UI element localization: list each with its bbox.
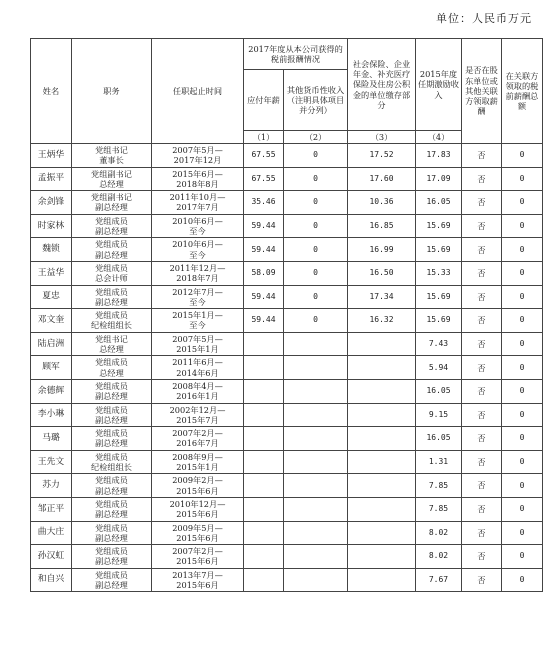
term-start: 2008年4月— bbox=[172, 380, 223, 391]
cell-social-insurance bbox=[348, 497, 416, 521]
position-line-1: 党组成员 bbox=[95, 215, 128, 226]
cell-incentive: 1.31 bbox=[416, 450, 462, 474]
cell-salary bbox=[244, 427, 284, 451]
table-row bbox=[31, 191, 543, 215]
cell-social-insurance: 16.50 bbox=[348, 261, 416, 285]
table-row bbox=[31, 379, 543, 403]
cell-related-total: 0 bbox=[502, 144, 543, 168]
cell-salary: 59.44 bbox=[244, 309, 284, 333]
cell-social-insurance: 17.60 bbox=[348, 167, 416, 191]
table-row bbox=[31, 214, 543, 238]
position-line-1: 党组成员 bbox=[95, 498, 128, 509]
position-line-2: 副总经理 bbox=[95, 249, 128, 260]
term-end: 至今 bbox=[189, 320, 206, 331]
term-start: 2011年6月— bbox=[172, 357, 223, 368]
cell-term bbox=[152, 474, 244, 498]
header-col-4: （4） bbox=[416, 131, 462, 144]
cell-name: 邹正平 bbox=[31, 497, 72, 521]
cell-social-insurance: 10.36 bbox=[348, 191, 416, 215]
cell-name: 李小琳 bbox=[31, 403, 72, 427]
cell-term bbox=[152, 167, 244, 191]
table-row bbox=[31, 261, 543, 285]
cell-position bbox=[72, 332, 152, 356]
cell-name: 马璐 bbox=[31, 427, 72, 451]
position-line-2: 总经理 bbox=[99, 178, 124, 189]
header-col-1: （1） bbox=[244, 131, 284, 144]
header-related-total: 在关联方领取的税前薪酬总额 bbox=[502, 39, 543, 144]
cell-related-total: 0 bbox=[502, 474, 543, 498]
cell-incentive: 7.85 bbox=[416, 474, 462, 498]
cell-position bbox=[72, 403, 152, 427]
cell-incentive: 15.33 bbox=[416, 261, 462, 285]
cell-term bbox=[152, 214, 244, 238]
cell-shareholder-pay: 否 bbox=[462, 214, 502, 238]
cell-other-income: 0 bbox=[284, 238, 348, 262]
position-line-1: 党组成员 bbox=[95, 357, 128, 368]
term-end: 2015年6月 bbox=[176, 556, 219, 567]
cell-position bbox=[72, 568, 152, 592]
cell-name: 孟振平 bbox=[31, 167, 72, 191]
cell-shareholder-pay: 否 bbox=[462, 309, 502, 333]
cell-other-income bbox=[284, 356, 348, 380]
cell-term bbox=[152, 497, 244, 521]
term-end: 2014年6月 bbox=[176, 367, 219, 378]
term-start: 2011年10月— bbox=[169, 192, 226, 203]
cell-salary bbox=[244, 545, 284, 569]
term-start: 2009年2月— bbox=[172, 475, 223, 486]
position-line-2: 总经理 bbox=[99, 344, 124, 355]
header-pre-tax-group: 2017年度从本公司获得的税前报酬情况 bbox=[244, 39, 348, 70]
unit-label: 单位：人民币万元 bbox=[436, 12, 532, 25]
cell-position bbox=[72, 356, 152, 380]
term-end: 2018年7月 bbox=[176, 273, 219, 284]
table-header bbox=[31, 39, 543, 144]
cell-term bbox=[152, 285, 244, 309]
cell-related-total: 0 bbox=[502, 403, 543, 427]
cell-related-total: 0 bbox=[502, 214, 543, 238]
cell-position bbox=[72, 474, 152, 498]
cell-name: 曲大庄 bbox=[31, 521, 72, 545]
term-start: 2011年12月— bbox=[169, 263, 226, 274]
cell-other-income: 0 bbox=[284, 214, 348, 238]
cell-salary bbox=[244, 521, 284, 545]
table-row bbox=[31, 474, 543, 498]
position-line-2: 副总经理 bbox=[95, 532, 128, 543]
cell-social-insurance: 16.85 bbox=[348, 214, 416, 238]
term-end: 2015年7月 bbox=[176, 414, 219, 425]
cell-incentive: 15.69 bbox=[416, 238, 462, 262]
cell-name: 和自兴 bbox=[31, 568, 72, 592]
cell-salary: 67.55 bbox=[244, 144, 284, 168]
term-start: 2007年5月— bbox=[172, 145, 223, 156]
cell-related-total: 0 bbox=[502, 356, 543, 380]
position-line-2: 副总经理 bbox=[95, 202, 128, 213]
cell-position bbox=[72, 497, 152, 521]
position-line-1: 党组成员 bbox=[95, 239, 128, 250]
cell-term bbox=[152, 450, 244, 474]
position-line-1: 党组成员 bbox=[95, 475, 128, 486]
cell-name: 王先文 bbox=[31, 450, 72, 474]
cell-term bbox=[152, 144, 244, 168]
cell-position bbox=[72, 167, 152, 191]
cell-social-insurance: 17.34 bbox=[348, 285, 416, 309]
position-line-1: 党组成员 bbox=[95, 428, 128, 439]
cell-related-total: 0 bbox=[502, 261, 543, 285]
cell-other-income: 0 bbox=[284, 191, 348, 215]
term-end: 2017年7月 bbox=[176, 202, 219, 213]
cell-shareholder-pay: 否 bbox=[462, 521, 502, 545]
term-start: 2008年9月— bbox=[172, 451, 223, 462]
cell-salary bbox=[244, 568, 284, 592]
cell-shareholder-pay: 否 bbox=[462, 144, 502, 168]
term-start: 2012年7月— bbox=[172, 286, 223, 297]
header-position: 职务 bbox=[72, 39, 152, 144]
cell-term bbox=[152, 191, 244, 215]
cell-related-total: 0 bbox=[502, 521, 543, 545]
cell-other-income bbox=[284, 545, 348, 569]
cell-salary bbox=[244, 497, 284, 521]
position-line-1: 党组成员 bbox=[95, 310, 128, 321]
cell-social-insurance bbox=[348, 474, 416, 498]
table-row bbox=[31, 356, 543, 380]
cell-incentive: 15.69 bbox=[416, 309, 462, 333]
cell-incentive: 16.05 bbox=[416, 427, 462, 451]
cell-term bbox=[152, 309, 244, 333]
header-name: 姓名 bbox=[31, 39, 72, 144]
cell-name: 孙汉虹 bbox=[31, 545, 72, 569]
term-end: 2015年6月 bbox=[176, 485, 219, 496]
cell-incentive: 5.94 bbox=[416, 356, 462, 380]
cell-position bbox=[72, 427, 152, 451]
cell-shareholder-pay: 否 bbox=[462, 238, 502, 262]
cell-other-income bbox=[284, 379, 348, 403]
position-line-1: 党组成员 bbox=[95, 380, 128, 391]
cell-shareholder-pay: 否 bbox=[462, 450, 502, 474]
term-start: 2007年2月— bbox=[172, 546, 223, 557]
cell-name: 王益华 bbox=[31, 261, 72, 285]
cell-shareholder-pay: 否 bbox=[462, 545, 502, 569]
cell-salary bbox=[244, 474, 284, 498]
term-end: 2015年6月 bbox=[176, 579, 219, 590]
table-row bbox=[31, 144, 543, 168]
cell-incentive: 16.05 bbox=[416, 191, 462, 215]
cell-shareholder-pay: 否 bbox=[462, 379, 502, 403]
cell-term bbox=[152, 568, 244, 592]
position-line-1: 党组副书记 bbox=[91, 168, 132, 179]
cell-salary: 59.44 bbox=[244, 238, 284, 262]
cell-related-total: 0 bbox=[502, 568, 543, 592]
cell-social-insurance bbox=[348, 379, 416, 403]
cell-social-insurance: 16.99 bbox=[348, 238, 416, 262]
position-line-2: 总经理 bbox=[99, 367, 124, 378]
term-end: 2015年1月 bbox=[176, 344, 219, 355]
header-salary: 应付年薪 bbox=[244, 70, 284, 131]
cell-related-total: 0 bbox=[502, 332, 543, 356]
position-line-1: 党组成员 bbox=[95, 451, 128, 462]
header-term: 任职起止时间 bbox=[152, 39, 244, 144]
position-line-2: 副总经理 bbox=[95, 556, 128, 567]
table-row bbox=[31, 285, 543, 309]
term-end: 2018年8月 bbox=[176, 178, 219, 189]
position-line-1: 党组副书记 bbox=[91, 192, 132, 203]
cell-shareholder-pay: 否 bbox=[462, 167, 502, 191]
term-end: 2017年12月 bbox=[173, 155, 222, 166]
cell-related-total: 0 bbox=[502, 167, 543, 191]
cell-shareholder-pay: 否 bbox=[462, 261, 502, 285]
cell-name: 陆启洲 bbox=[31, 332, 72, 356]
term-start: 2010年6月— bbox=[172, 215, 223, 226]
cell-other-income bbox=[284, 450, 348, 474]
cell-related-total: 0 bbox=[502, 309, 543, 333]
cell-position bbox=[72, 261, 152, 285]
table-row bbox=[31, 167, 543, 191]
term-end: 至今 bbox=[189, 249, 206, 260]
term-end: 2016年1月 bbox=[176, 391, 219, 402]
cell-name: 顾军 bbox=[31, 356, 72, 380]
cell-social-insurance: 16.32 bbox=[348, 309, 416, 333]
term-end: 2015年6月 bbox=[176, 509, 219, 520]
cell-related-total: 0 bbox=[502, 450, 543, 474]
cell-shareholder-pay: 否 bbox=[462, 474, 502, 498]
cell-other-income bbox=[284, 332, 348, 356]
cell-salary bbox=[244, 379, 284, 403]
table-row bbox=[31, 238, 543, 262]
cell-other-income: 0 bbox=[284, 144, 348, 168]
header-col-3: （3） bbox=[348, 131, 416, 144]
position-line-1: 党组成员 bbox=[95, 569, 128, 580]
cell-term bbox=[152, 379, 244, 403]
cell-social-insurance: 17.52 bbox=[348, 144, 416, 168]
cell-term bbox=[152, 261, 244, 285]
cell-salary: 59.44 bbox=[244, 285, 284, 309]
cell-shareholder-pay: 否 bbox=[462, 497, 502, 521]
term-start: 2009年5月— bbox=[172, 522, 223, 533]
cell-position bbox=[72, 238, 152, 262]
cell-incentive: 7.43 bbox=[416, 332, 462, 356]
cell-position bbox=[72, 379, 152, 403]
cell-social-insurance bbox=[348, 450, 416, 474]
cell-salary bbox=[244, 356, 284, 380]
cell-shareholder-pay: 否 bbox=[462, 403, 502, 427]
table-row bbox=[31, 521, 543, 545]
cell-incentive: 9.15 bbox=[416, 403, 462, 427]
cell-name: 余德辉 bbox=[31, 379, 72, 403]
table-row bbox=[31, 545, 543, 569]
cell-other-income: 0 bbox=[284, 309, 348, 333]
term-end: 2016年7月 bbox=[176, 438, 219, 449]
cell-related-total: 0 bbox=[502, 238, 543, 262]
position-line-2: 副总经理 bbox=[95, 391, 128, 402]
cell-term bbox=[152, 427, 244, 451]
cell-other-income bbox=[284, 568, 348, 592]
cell-salary bbox=[244, 403, 284, 427]
cell-position bbox=[72, 191, 152, 215]
term-end: 至今 bbox=[189, 226, 206, 237]
compensation-table bbox=[30, 38, 543, 592]
cell-incentive: 15.69 bbox=[416, 214, 462, 238]
cell-name: 苏力 bbox=[31, 474, 72, 498]
cell-related-total: 0 bbox=[502, 427, 543, 451]
header-col-2: （2） bbox=[284, 131, 348, 144]
cell-shareholder-pay: 否 bbox=[462, 285, 502, 309]
cell-incentive: 7.85 bbox=[416, 497, 462, 521]
position-line-2: 副总经理 bbox=[95, 509, 128, 520]
header-incentive-2015: 2015年度任期激励收入 bbox=[416, 39, 462, 131]
term-start: 2010年12月— bbox=[169, 498, 226, 509]
table-row bbox=[31, 403, 543, 427]
position-line-2: 副总经理 bbox=[95, 485, 128, 496]
cell-social-insurance bbox=[348, 545, 416, 569]
term-end: 2015年6月 bbox=[176, 532, 219, 543]
cell-term bbox=[152, 521, 244, 545]
cell-salary: 35.46 bbox=[244, 191, 284, 215]
table-body bbox=[31, 144, 543, 592]
position-line-2: 纪检组组长 bbox=[91, 462, 132, 473]
cell-social-insurance bbox=[348, 568, 416, 592]
cell-other-income bbox=[284, 474, 348, 498]
position-line-1: 党组成员 bbox=[95, 404, 128, 415]
cell-salary bbox=[244, 450, 284, 474]
cell-incentive: 8.02 bbox=[416, 521, 462, 545]
cell-shareholder-pay: 否 bbox=[462, 568, 502, 592]
position-line-2: 董事长 bbox=[99, 155, 124, 166]
position-line-2: 副总经理 bbox=[95, 579, 128, 590]
cell-incentive: 15.69 bbox=[416, 285, 462, 309]
cell-social-insurance bbox=[348, 521, 416, 545]
cell-position bbox=[72, 214, 152, 238]
cell-name: 魏锁 bbox=[31, 238, 72, 262]
position-line-2: 副总经理 bbox=[95, 438, 128, 449]
cell-related-total: 0 bbox=[502, 285, 543, 309]
cell-related-total: 0 bbox=[502, 497, 543, 521]
cell-name: 王炳华 bbox=[31, 144, 72, 168]
position-line-1: 党组书记 bbox=[95, 145, 128, 156]
table-row bbox=[31, 309, 543, 333]
term-start: 2007年2月— bbox=[172, 428, 223, 439]
cell-name: 夏忠 bbox=[31, 285, 72, 309]
cell-incentive: 17.09 bbox=[416, 167, 462, 191]
cell-social-insurance bbox=[348, 427, 416, 451]
cell-other-income bbox=[284, 497, 348, 521]
cell-position bbox=[72, 285, 152, 309]
cell-other-income: 0 bbox=[284, 261, 348, 285]
table-row bbox=[31, 568, 543, 592]
cell-position bbox=[72, 521, 152, 545]
cell-term bbox=[152, 356, 244, 380]
position-line-1: 党组成员 bbox=[95, 263, 128, 274]
cell-social-insurance bbox=[348, 356, 416, 380]
position-line-2: 总会计师 bbox=[95, 273, 128, 284]
cell-term bbox=[152, 403, 244, 427]
cell-salary bbox=[244, 332, 284, 356]
cell-name: 邓文奎 bbox=[31, 309, 72, 333]
table-row bbox=[31, 450, 543, 474]
cell-social-insurance bbox=[348, 332, 416, 356]
table-row bbox=[31, 332, 543, 356]
cell-incentive: 17.83 bbox=[416, 144, 462, 168]
position-line-1: 党组书记 bbox=[95, 333, 128, 344]
cell-other-income: 0 bbox=[284, 285, 348, 309]
cell-related-total: 0 bbox=[502, 379, 543, 403]
table-row bbox=[31, 497, 543, 521]
cell-shareholder-pay: 否 bbox=[462, 356, 502, 380]
cell-other-income: 0 bbox=[284, 167, 348, 191]
header-social-insurance: 社会保险、企业年金、补充医疗保险及住房公积金的单位缴存部分 bbox=[348, 39, 416, 131]
cell-shareholder-pay: 否 bbox=[462, 191, 502, 215]
term-start: 2010年6月— bbox=[172, 239, 223, 250]
cell-other-income bbox=[284, 521, 348, 545]
position-line-1: 党组成员 bbox=[95, 522, 128, 533]
cell-salary: 58.09 bbox=[244, 261, 284, 285]
cell-term bbox=[152, 238, 244, 262]
position-line-2: 副总经理 bbox=[95, 226, 128, 237]
cell-other-income bbox=[284, 403, 348, 427]
cell-position bbox=[72, 450, 152, 474]
term-start: 2002年12月— bbox=[169, 404, 226, 415]
term-start: 2015年6月— bbox=[172, 168, 223, 179]
cell-incentive: 8.02 bbox=[416, 545, 462, 569]
cell-term bbox=[152, 545, 244, 569]
cell-incentive: 7.67 bbox=[416, 568, 462, 592]
position-line-2: 纪检组组长 bbox=[91, 320, 132, 331]
term-end: 至今 bbox=[189, 296, 206, 307]
cell-shareholder-pay: 否 bbox=[462, 332, 502, 356]
cell-term bbox=[152, 332, 244, 356]
term-start: 2015年1月— bbox=[172, 310, 223, 321]
cell-position bbox=[72, 144, 152, 168]
cell-salary: 67.55 bbox=[244, 167, 284, 191]
cell-salary: 59.44 bbox=[244, 214, 284, 238]
position-line-2: 副总经理 bbox=[95, 414, 128, 425]
term-start: 2013年7月— bbox=[172, 569, 223, 580]
position-line-1: 党组成员 bbox=[95, 286, 128, 297]
cell-related-total: 0 bbox=[502, 545, 543, 569]
position-line-1: 党组成员 bbox=[95, 546, 128, 557]
header-shareholder-pay: 是否在股东单位或其他关联方领取薪酬 bbox=[462, 39, 502, 144]
header-other-income: 其他货币性收入（注明具体项目并分列） bbox=[284, 70, 348, 131]
cell-position bbox=[72, 309, 152, 333]
cell-name: 时家林 bbox=[31, 214, 72, 238]
term-start: 2007年5月— bbox=[172, 333, 223, 344]
cell-shareholder-pay: 否 bbox=[462, 427, 502, 451]
cell-related-total: 0 bbox=[502, 191, 543, 215]
term-end: 2015年1月 bbox=[176, 462, 219, 473]
cell-position bbox=[72, 545, 152, 569]
cell-social-insurance bbox=[348, 403, 416, 427]
cell-incentive: 16.05 bbox=[416, 379, 462, 403]
cell-other-income bbox=[284, 427, 348, 451]
position-line-2: 副总经理 bbox=[95, 296, 128, 307]
table-row bbox=[31, 427, 543, 451]
cell-name: 余剑锋 bbox=[31, 191, 72, 215]
